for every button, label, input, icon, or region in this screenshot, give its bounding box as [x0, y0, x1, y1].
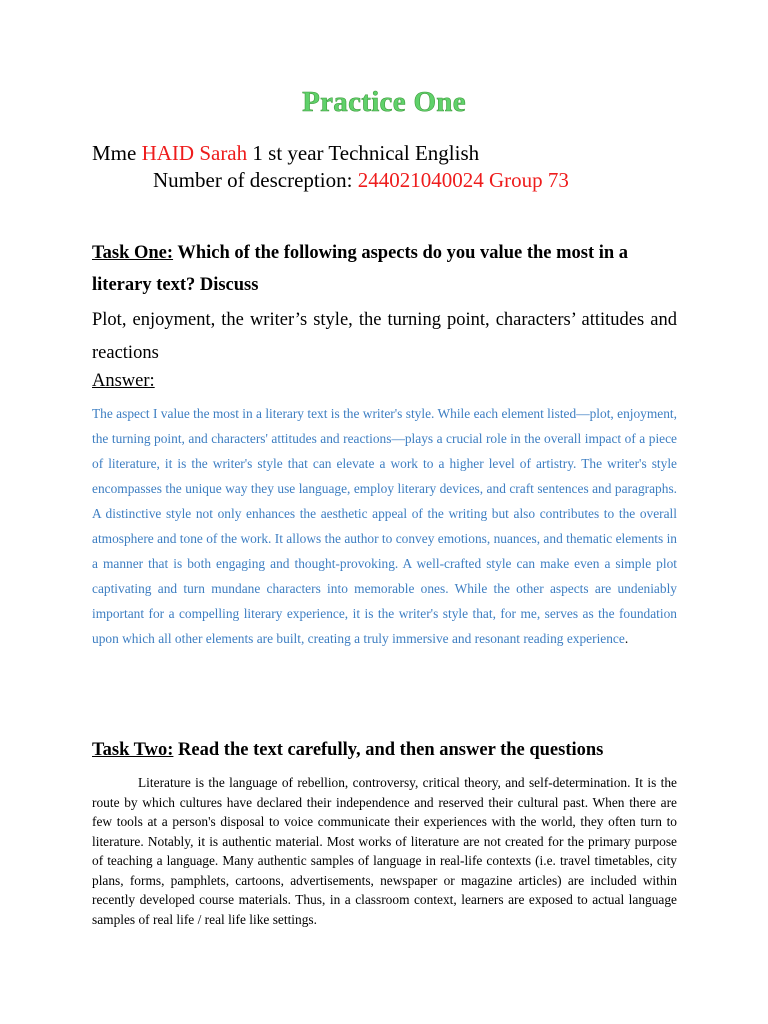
- answer-end: .: [624, 631, 629, 646]
- teacher-name: HAID Sarah: [141, 141, 248, 165]
- description-label: Number of descreption:: [153, 168, 358, 192]
- answer-body: The aspect I value the most in a literary text is the writer's style. While each element listed—plot, enjoyment, the turning point, and characters' attitudes and reactions—plays a crucial role in the overall impact of a piece of literature, it is the writer's style that can elevate a work to a higher level of artistry. The writer's style encompasses the unique way they use language, employ literary devices, and craft sentences and paragraphs. A distinctive style not only enhances the aesthetic appeal of the writing but also contributes to the overall atmosphere and tone of the work. It allows the author to convey emotions, nuances, and thematic elements in a manner that is both engaging and thought-provoking. A well-crafted style can make even a simple plot captivating and turn mundane characters into memorable ones. While the other aspects are undeniably important for a compelling literary experience, it is the writer's style that, for me, serves as the foundation upon which all other elements are built, creating a truly immersive and resonant reading experience: [92, 406, 677, 646]
- task-one-question: [92, 237, 677, 301]
- answer-label: Answer:: [92, 371, 155, 391]
- task-one-options: Plot, enjoyment, the writer’s style, the turning point, characters’ attitudes and reactions: [92, 310, 677, 363]
- task-two-label: Task Two:: [92, 740, 174, 760]
- answer-text: [92, 401, 677, 651]
- task-two-question: [92, 740, 692, 761]
- course-name: 1 st year Technical English: [247, 141, 480, 165]
- teacher-prefix: Mme: [92, 141, 142, 165]
- description-line: [153, 168, 569, 193]
- task-two-question-text: Read the text carefully, and then answer the questions: [173, 740, 604, 760]
- task-two-passage: Literature is the language of rebellion, controversy, critical theory, and self-determination. It is the route by which cultures have declared their independence and reserved their cultural past. When there are few tools at a person's disposal to voice communicate their experiences with the world, they often turn to literature. Notably, it is authentic material. Most works of literature are not created for the primary purpose of teaching a language. Many authentic samples of language in real-life contexts (i.e. travel timetables, city plans, forms, pamphlets, cartoons, advertisements, newspaper or magazine articles) are included within recently developed course materials. Thus, in a classroom context, learners are exposed to actual language samples of real life / real life like settings.: [92, 775, 677, 927]
- task-one-label: Task One:: [92, 243, 174, 263]
- description-value: 244021040024 Group 73: [357, 168, 569, 192]
- task-one-question-text: Which of the following aspects do you value the most in a literary text? Discuss: [92, 243, 629, 295]
- teacher-line: [92, 141, 479, 166]
- page-title: Practice One: [302, 86, 466, 118]
